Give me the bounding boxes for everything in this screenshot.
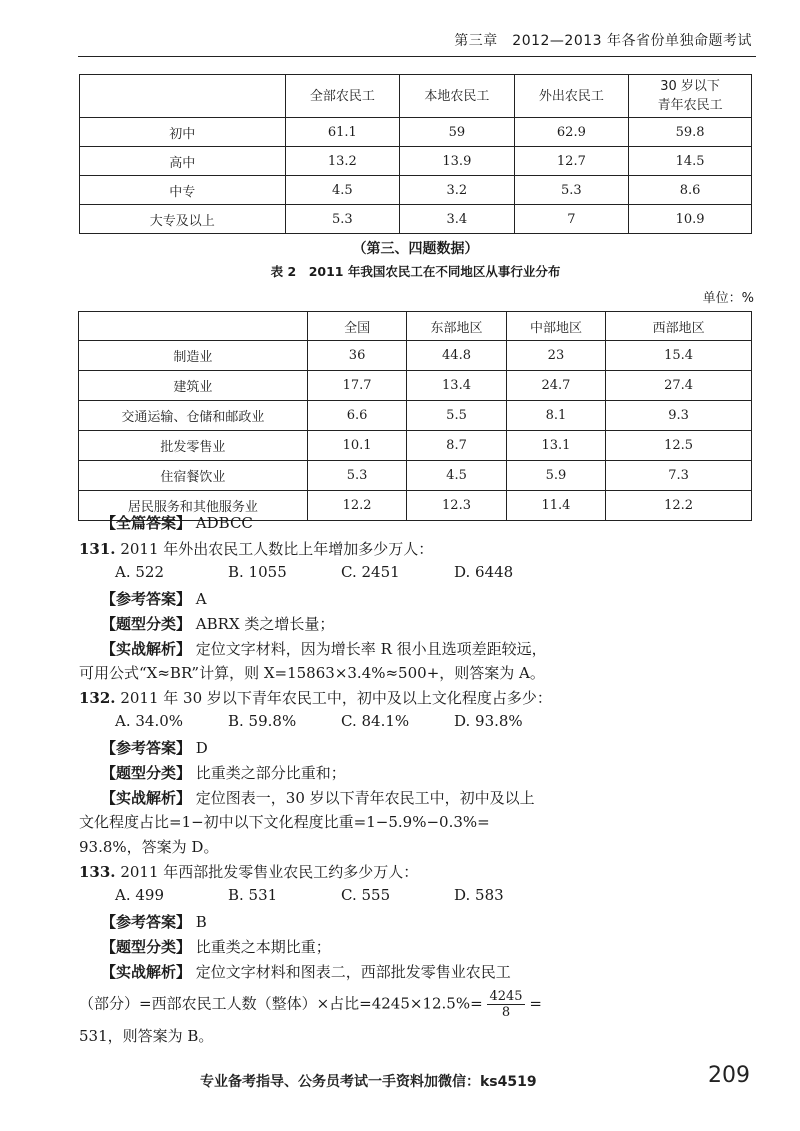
analysis-132-cont: 文化程度占比=1−初中以下文化程度比重=1−5.9%−0.3%= [79, 813, 490, 831]
analysis-label: 【实战解析】 [101, 789, 192, 807]
table-cell: 8.1 [506, 401, 605, 431]
analysis-132-cont: 93.8%，答案为 D。 [79, 838, 219, 856]
options-131 [115, 563, 567, 581]
table-cell: 36 [307, 341, 406, 371]
table-header-row [79, 312, 752, 341]
table-cell: 23 [506, 341, 605, 371]
option-a: A. 522 [115, 563, 164, 581]
option-d: D. 93.8% [454, 712, 523, 730]
table-cell: 10.1 [307, 431, 406, 461]
answer-133 [101, 911, 207, 932]
table-cell: 12.2 [606, 491, 752, 521]
table-cell: 13.2 [285, 147, 400, 176]
option-c: C. 2451 [341, 563, 400, 581]
all-answers-label: 【全篇答案】 [101, 514, 192, 532]
table-cell: 44.8 [407, 341, 506, 371]
answer-value: B [195, 913, 207, 931]
table-header-cell: 东部地区 [407, 312, 506, 341]
table-cell: 62.9 [514, 118, 629, 147]
table-cell: 17.7 [307, 371, 406, 401]
row-label: 大专及以上 [80, 205, 286, 234]
option-c: C. 555 [341, 886, 391, 904]
options-132 [115, 712, 567, 730]
table-row [79, 341, 752, 371]
analysis-label: 【实战解析】 [101, 640, 192, 658]
row-label: 建筑业 [79, 371, 308, 401]
table-header-cell: 中部地区 [506, 312, 605, 341]
table-header-cell [80, 75, 286, 118]
option-b: B. 59.8% [228, 712, 297, 730]
analysis-text: 定位图表一，30 岁以下青年农民工中，初中及以上 [195, 789, 535, 807]
table-row [79, 371, 752, 401]
running-header: 第三章 2012—2013 年各省份单独命题考试 [78, 30, 756, 57]
table-cell: 15.4 [606, 341, 752, 371]
education-table [79, 74, 752, 234]
table-cell: 13.1 [506, 431, 605, 461]
analysis-131-cont: 可用公式“X≈BR”计算，则 X=15863×3.4%≈500+，则答案为 A。 [79, 664, 545, 682]
table-cell: 14.5 [629, 147, 752, 176]
table-subcaption: （第三、四题数据） [352, 241, 479, 257]
table-cell: 59.8 [629, 118, 752, 147]
answer-value: A [195, 590, 207, 608]
table-cell: 5.9 [506, 461, 605, 491]
question-133 [79, 861, 418, 882]
option-a: A. 499 [115, 886, 164, 904]
row-label: 初中 [80, 118, 286, 147]
analysis-label: 【实战解析】 [101, 963, 192, 981]
table-row [79, 461, 752, 491]
row-label: 制造业 [79, 341, 308, 371]
options-133 [115, 886, 567, 904]
type-value: 比重类之部分比重和； [195, 764, 346, 782]
question-stem: 2011 年 30 岁以下青年农民工中，初中及以上文化程度占多少： [120, 689, 552, 707]
formula-text: （部分）=西部农民工人数（整体）×占比=4245×12.5%= [79, 994, 483, 1013]
option-b: B. 531 [228, 886, 278, 904]
row-label: 交通运输、仓储和邮政业 [79, 401, 308, 431]
fraction [487, 989, 524, 1020]
table-cell: 24.7 [506, 371, 605, 401]
row-label: 高中 [80, 147, 286, 176]
fraction-denominator: 8 [501, 1005, 511, 1020]
table-cell: 3.2 [400, 176, 515, 205]
table-header-cell: 全部农民工 [285, 75, 400, 118]
table-cell: 7 [514, 205, 629, 234]
table-title: 表 2 2011 年我国农民工在不同地区从事行业分布 [270, 264, 561, 279]
table-header-cell: 本地农民工 [400, 75, 515, 118]
table-row [80, 176, 752, 205]
analysis-133-cont: 531，则答案为 B。 [79, 1027, 214, 1045]
table-cell: 10.9 [629, 205, 752, 234]
table-row [80, 118, 752, 147]
table-cell: 6.6 [307, 401, 406, 431]
table-cell: 3.4 [400, 205, 515, 234]
table-cell: 13.9 [400, 147, 515, 176]
header-line: 30 岁以下 [660, 79, 720, 94]
all-answers-line [101, 512, 253, 533]
analysis-131 [101, 638, 547, 659]
row-label: 批发零售业 [79, 431, 308, 461]
table-header-cell [629, 75, 752, 118]
question-number: 131. [79, 540, 116, 558]
table-cell: 12.2 [307, 491, 406, 521]
table-unit: 单位：% [702, 291, 754, 306]
table-cell: 4.5 [407, 461, 506, 491]
question-132 [79, 687, 552, 708]
table-cell: 5.3 [285, 205, 400, 234]
option-d: D. 583 [454, 886, 504, 904]
question-131 [79, 538, 433, 559]
header-line: 青年农民工 [657, 98, 723, 113]
fraction-numerator: 4245 [489, 989, 523, 1004]
table-cell: 7.3 [606, 461, 752, 491]
row-label: 中专 [80, 176, 286, 205]
question-stem: 2011 年西部批发零售业农民工约多少万人： [120, 863, 419, 881]
table-cell: 12.5 [606, 431, 752, 461]
analysis-133-formula [79, 989, 542, 1020]
type-label: 【题型分类】 [101, 764, 192, 782]
analysis-132 [101, 787, 535, 808]
answer-label: 【参考答案】 [101, 913, 192, 931]
answer-value: D [195, 739, 208, 757]
analysis-text: 定位文字材料，因为增长率 R 很小且选项差距较远， [195, 640, 547, 658]
industry-table [78, 311, 752, 521]
row-label: 居民服务和其他服务业 [79, 491, 308, 521]
analysis-133 [101, 961, 511, 982]
type-label: 【题型分类】 [101, 938, 192, 956]
table-cell: 59 [400, 118, 515, 147]
table-row [79, 431, 752, 461]
table-cell: 8.7 [407, 431, 506, 461]
table-cell: 9.3 [606, 401, 752, 431]
table-cell: 27.4 [606, 371, 752, 401]
page-number: 209 [708, 1063, 750, 1088]
table-cell: 12.7 [514, 147, 629, 176]
question-number: 132. [79, 689, 116, 707]
table-cell: 8.6 [629, 176, 752, 205]
table-header-row [80, 75, 752, 118]
answer-label: 【参考答案】 [101, 739, 192, 757]
question-stem: 2011 年外出农民工人数比上年增加多少万人： [120, 540, 434, 558]
table-cell: 5.3 [514, 176, 629, 205]
option-d: D. 6448 [454, 563, 514, 581]
table-header-cell: 外出农民工 [514, 75, 629, 118]
table-cell: 5.3 [307, 461, 406, 491]
formula-equals: = [529, 994, 542, 1013]
table-row [79, 401, 752, 431]
all-answers-value: ADBCC [195, 514, 253, 532]
type-131 [101, 613, 334, 634]
answer-131 [101, 588, 207, 609]
table-cell: 4.5 [285, 176, 400, 205]
table-cell: 5.5 [407, 401, 506, 431]
table-row [80, 147, 752, 176]
answer-label: 【参考答案】 [101, 590, 192, 608]
question-number: 133. [79, 863, 116, 881]
option-c: C. 84.1% [341, 712, 410, 730]
answer-132 [101, 737, 208, 758]
type-132 [101, 762, 346, 783]
table-cell: 13.4 [407, 371, 506, 401]
table-header-cell: 西部地区 [606, 312, 752, 341]
type-label: 【题型分类】 [101, 615, 192, 633]
type-value: ABRX 类之增长量； [195, 615, 335, 633]
type-133 [101, 936, 331, 957]
option-b: B. 1055 [228, 563, 287, 581]
table-cell: 12.3 [407, 491, 506, 521]
table-header-cell [79, 312, 308, 341]
table-cell: 61.1 [285, 118, 400, 147]
table-row [80, 205, 752, 234]
row-label: 住宿餐饮业 [79, 461, 308, 491]
analysis-text: 定位文字材料和图表二，西部批发零售业农民工 [195, 963, 511, 981]
type-value: 比重类之本期比重； [195, 938, 331, 956]
page-footer: 专业备考指导、公务员考试一手资料加微信：ks4519 [200, 1074, 537, 1090]
table-header-cell: 全国 [307, 312, 406, 341]
option-a: A. 34.0% [115, 712, 184, 730]
table-cell: 11.4 [506, 491, 605, 521]
